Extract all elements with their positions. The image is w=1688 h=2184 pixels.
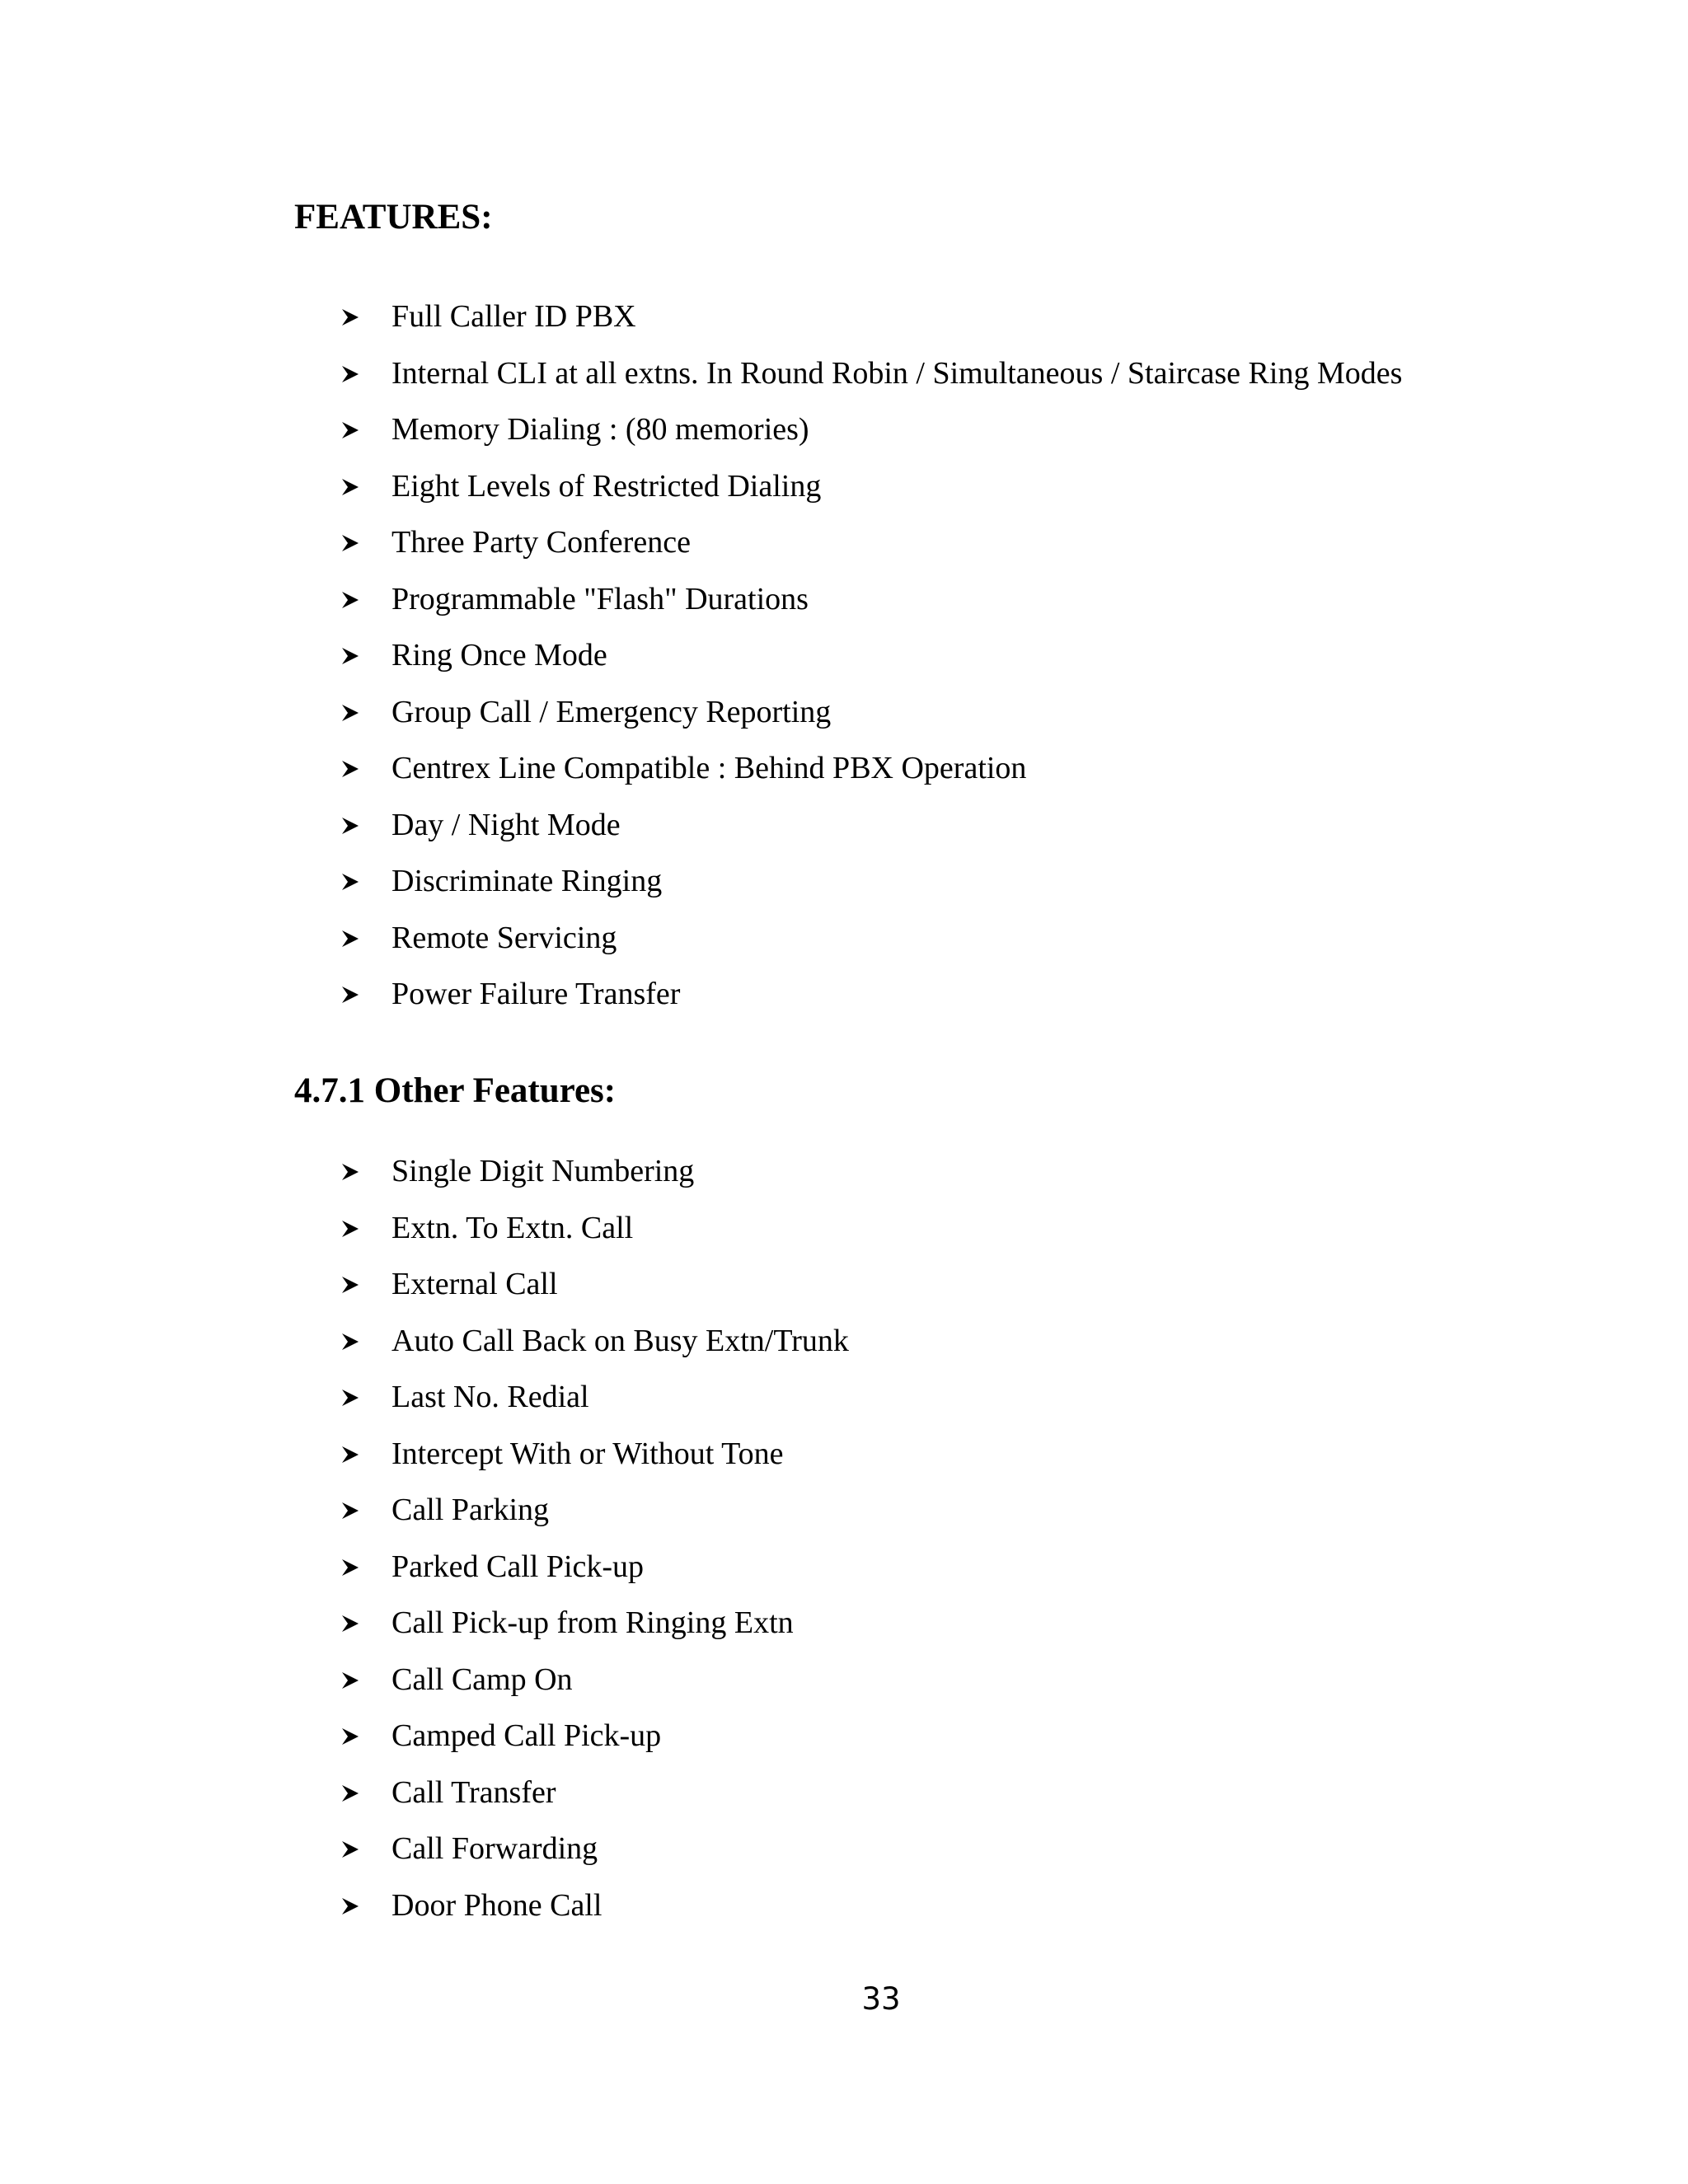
arrowhead-bullet-icon xyxy=(340,689,362,735)
list-item-text: Day / Night Mode xyxy=(392,807,621,842)
list-item xyxy=(0,1318,1688,1375)
list-item xyxy=(0,1487,1688,1544)
arrowhead-bullet-icon xyxy=(340,1318,362,1364)
list-item-text: Call Parking xyxy=(392,1493,550,1527)
list-item xyxy=(0,1148,1688,1205)
arrowhead-bullet-icon xyxy=(340,1487,362,1533)
list-item-text: Ring Once Mode xyxy=(392,638,607,673)
arrowhead-bullet-icon xyxy=(340,858,362,904)
list-item xyxy=(0,632,1688,689)
list-item-text: Discriminate Ringing xyxy=(392,864,663,898)
list-item-text: Intercept With or Without Tone xyxy=(392,1436,784,1471)
list-item xyxy=(0,1374,1688,1431)
list-item-text: Auto Call Back on Busy Extn/Trunk xyxy=(392,1323,849,1358)
list-item xyxy=(0,293,1688,350)
list-item xyxy=(0,1769,1688,1826)
arrowhead-bullet-icon xyxy=(340,1882,362,1929)
arrowhead-bullet-icon xyxy=(340,1374,362,1420)
list-item xyxy=(0,1882,1688,1939)
arrowhead-bullet-icon xyxy=(340,915,362,961)
list-item xyxy=(0,858,1688,915)
list-item xyxy=(0,1657,1688,1713)
list-item-text: Extn. To Extn. Call xyxy=(392,1210,634,1245)
arrowhead-bullet-icon xyxy=(340,1205,362,1251)
list-item-text: Three Party Conference xyxy=(392,525,691,560)
arrowhead-bullet-icon xyxy=(340,745,362,791)
arrowhead-bullet-icon xyxy=(340,463,362,509)
list-item-text: Memory Dialing : (80 memories) xyxy=(392,412,809,447)
list-item-text: Parked Call Pick-up xyxy=(392,1549,645,1584)
list-item-text: Programmable "Flash" Durations xyxy=(392,581,809,616)
page-number: 33 xyxy=(861,1981,901,2017)
list-item-text: Full Caller ID PBX xyxy=(392,299,636,334)
list-item xyxy=(0,1825,1688,1882)
list-item-text: Call Forwarding xyxy=(392,1831,598,1866)
list-item xyxy=(0,1431,1688,1488)
list-item-text: Call Transfer xyxy=(392,1774,556,1810)
list-item xyxy=(0,350,1688,407)
arrowhead-bullet-icon xyxy=(340,1431,362,1477)
arrowhead-bullet-icon xyxy=(340,1261,362,1307)
list-item xyxy=(0,915,1688,972)
arrowhead-bullet-icon xyxy=(340,519,362,565)
arrowhead-bullet-icon xyxy=(340,632,362,678)
list-item-text: Last No. Redial xyxy=(392,1380,589,1414)
arrowhead-bullet-icon xyxy=(340,1148,362,1194)
arrowhead-bullet-icon xyxy=(340,802,362,848)
arrowhead-bullet-icon xyxy=(340,1600,362,1646)
arrowhead-bullet-icon xyxy=(340,971,362,1017)
features-list xyxy=(0,293,1688,1028)
list-item xyxy=(0,463,1688,520)
list-item xyxy=(0,406,1688,463)
arrowhead-bullet-icon xyxy=(340,1769,362,1816)
list-item-text: Remote Servicing xyxy=(392,920,617,955)
list-item-text: Call Camp On xyxy=(392,1661,573,1697)
list-item xyxy=(0,576,1688,633)
arrowhead-bullet-icon xyxy=(340,1825,362,1872)
features-heading: FEATURES: xyxy=(294,198,493,237)
list-item-text: Centrex Line Compatible : Behind PBX Operation xyxy=(392,751,1027,785)
list-item xyxy=(0,1713,1688,1769)
list-item xyxy=(0,802,1688,859)
list-item-text: Power Failure Transfer xyxy=(392,977,681,1011)
list-item-text: Camped Call Pick-up xyxy=(392,1718,662,1753)
other-features-list xyxy=(0,1148,1688,1938)
list-item xyxy=(0,745,1688,802)
arrowhead-bullet-icon xyxy=(340,576,362,622)
arrowhead-bullet-icon xyxy=(340,293,362,340)
arrowhead-bullet-icon xyxy=(340,1657,362,1703)
other-features-heading: 4.7.1 Other Features: xyxy=(294,1071,617,1110)
list-item-text: Single Digit Numbering xyxy=(392,1154,695,1188)
list-item-text: Internal CLI at all extns. In Round Robin / Simultaneous / Staircase Ring Modes xyxy=(392,355,1403,391)
list-item-text: External Call xyxy=(392,1267,558,1301)
list-item xyxy=(0,971,1688,1028)
list-item xyxy=(0,1261,1688,1318)
list-item xyxy=(0,1544,1688,1601)
list-item xyxy=(0,689,1688,746)
list-item xyxy=(0,519,1688,576)
list-item xyxy=(0,1600,1688,1657)
list-item-text: Eight Levels of Restricted Dialing xyxy=(392,468,822,504)
arrowhead-bullet-icon xyxy=(340,1713,362,1759)
list-item-text: Call Pick-up from Ringing Extn xyxy=(392,1605,794,1640)
list-item-text: Group Call / Emergency Reporting xyxy=(392,694,832,729)
list-item-text: Door Phone Call xyxy=(392,1887,603,1923)
arrowhead-bullet-icon xyxy=(340,406,362,452)
arrowhead-bullet-icon xyxy=(340,350,362,396)
arrowhead-bullet-icon xyxy=(340,1544,362,1590)
list-item xyxy=(0,1205,1688,1262)
